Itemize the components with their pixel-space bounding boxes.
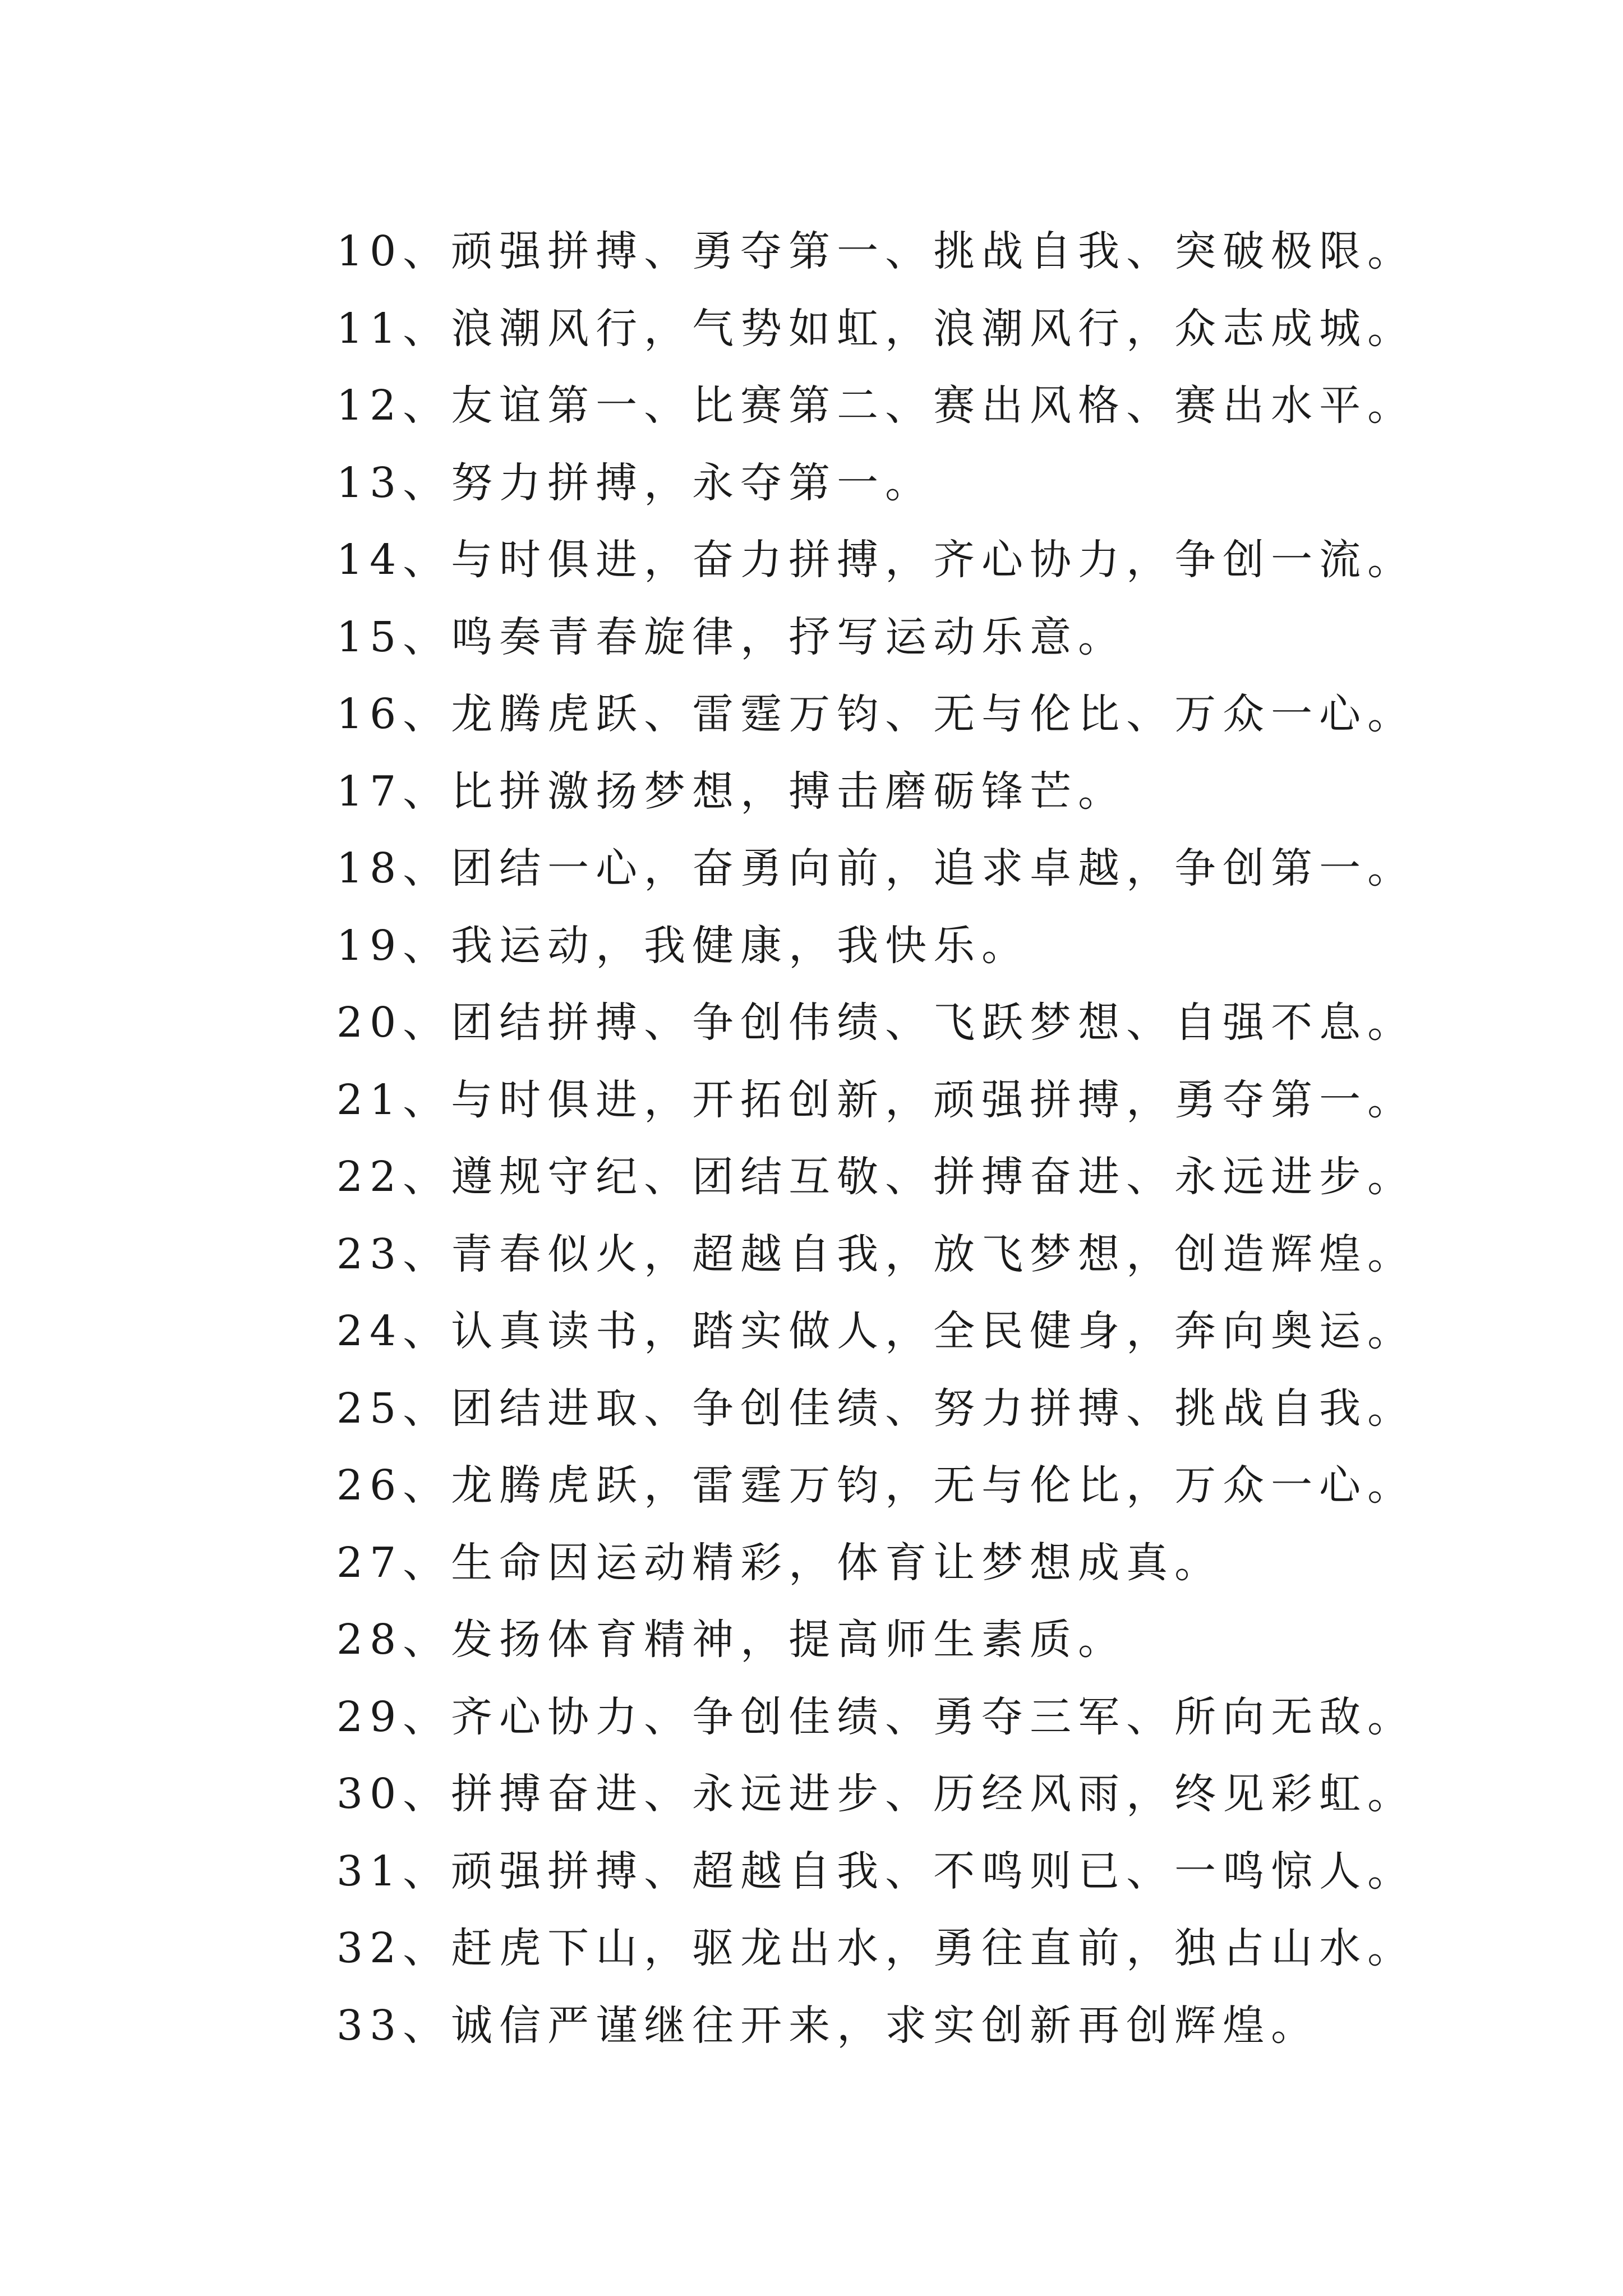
slogan-item-23: 23、青春似火，超越自我，放飞梦想，创造辉煌。 bbox=[336, 1230, 1416, 1278]
slogan-item-29: 29、齐心协力、争创佳绩、勇夺三军、所向无敌。 bbox=[336, 1692, 1416, 1741]
slogan-item-20: 20、团结拼搏、争创伟绩、飞跃梦想、自强不息。 bbox=[336, 999, 1416, 1047]
slogan-item-14: 14、与时俱进，奋力拼搏，齐心协力，争创一流。 bbox=[336, 536, 1416, 584]
slogan-item-15: 15、鸣奏青春旋律，抒写运动乐意。 bbox=[336, 613, 1127, 661]
slogan-item-28: 28、发扬体育精神，提高师生素质。 bbox=[336, 1616, 1127, 1664]
slogan-item-25: 25、团结进取、争创佳绩、努力拼搏、挑战自我。 bbox=[336, 1384, 1416, 1433]
slogan-item-13: 13、努力拼搏，永夺第一。 bbox=[336, 458, 934, 507]
slogan-item-17: 17、比拼激扬梦想，搏击磨砺锋芒。 bbox=[336, 767, 1127, 816]
slogan-item-18: 18、团结一心，奋勇向前，追求卓越，争创第一。 bbox=[336, 844, 1416, 892]
slogan-item-32: 32、赶虎下山，驱龙出水，勇往直前，独占山水。 bbox=[336, 1924, 1416, 1972]
slogan-item-22: 22、遵规守纪、团结互敬、拼搏奋进、永远进步。 bbox=[336, 1153, 1416, 1201]
slogan-item-21: 21、与时俱进，开拓创新，顽强拼搏，勇夺第一。 bbox=[336, 1075, 1416, 1124]
slogan-item-10: 10、顽强拼搏、勇夺第一、挑战自我、突破极限。 bbox=[336, 227, 1416, 275]
slogan-item-24: 24、认真读书，踏实做人，全民健身，奔向奥运。 bbox=[336, 1307, 1416, 1355]
slogan-item-27: 27、生命因运动精彩，体育让梦想成真。 bbox=[336, 1538, 1223, 1587]
slogan-item-31: 31、顽强拼搏、超越自我、不鸣则已、一鸣惊人。 bbox=[336, 1847, 1416, 1895]
slogan-item-30: 30、拼搏奋进、永远进步、历经风雨，终见彩虹。 bbox=[336, 1770, 1416, 1818]
slogan-item-33: 33、诚信严谨继往开来，求实创新再创辉煌。 bbox=[336, 2001, 1320, 2050]
slogan-item-26: 26、龙腾虎跃，雷霆万钧，无与伦比，万众一心。 bbox=[336, 1461, 1416, 1510]
slogan-list bbox=[336, 213, 1415, 2064]
slogan-item-11: 11、浪潮风行，气势如虹，浪潮风行，众志成城。 bbox=[336, 304, 1416, 353]
slogan-item-12: 12、友谊第一、比赛第二、赛出风格、赛出水平。 bbox=[336, 381, 1416, 430]
slogan-item-19: 19、我运动，我健康，我快乐。 bbox=[336, 921, 1030, 970]
slogan-item-16: 16、龙腾虎跃、雷霆万钧、无与伦比、万众一心。 bbox=[336, 690, 1416, 738]
